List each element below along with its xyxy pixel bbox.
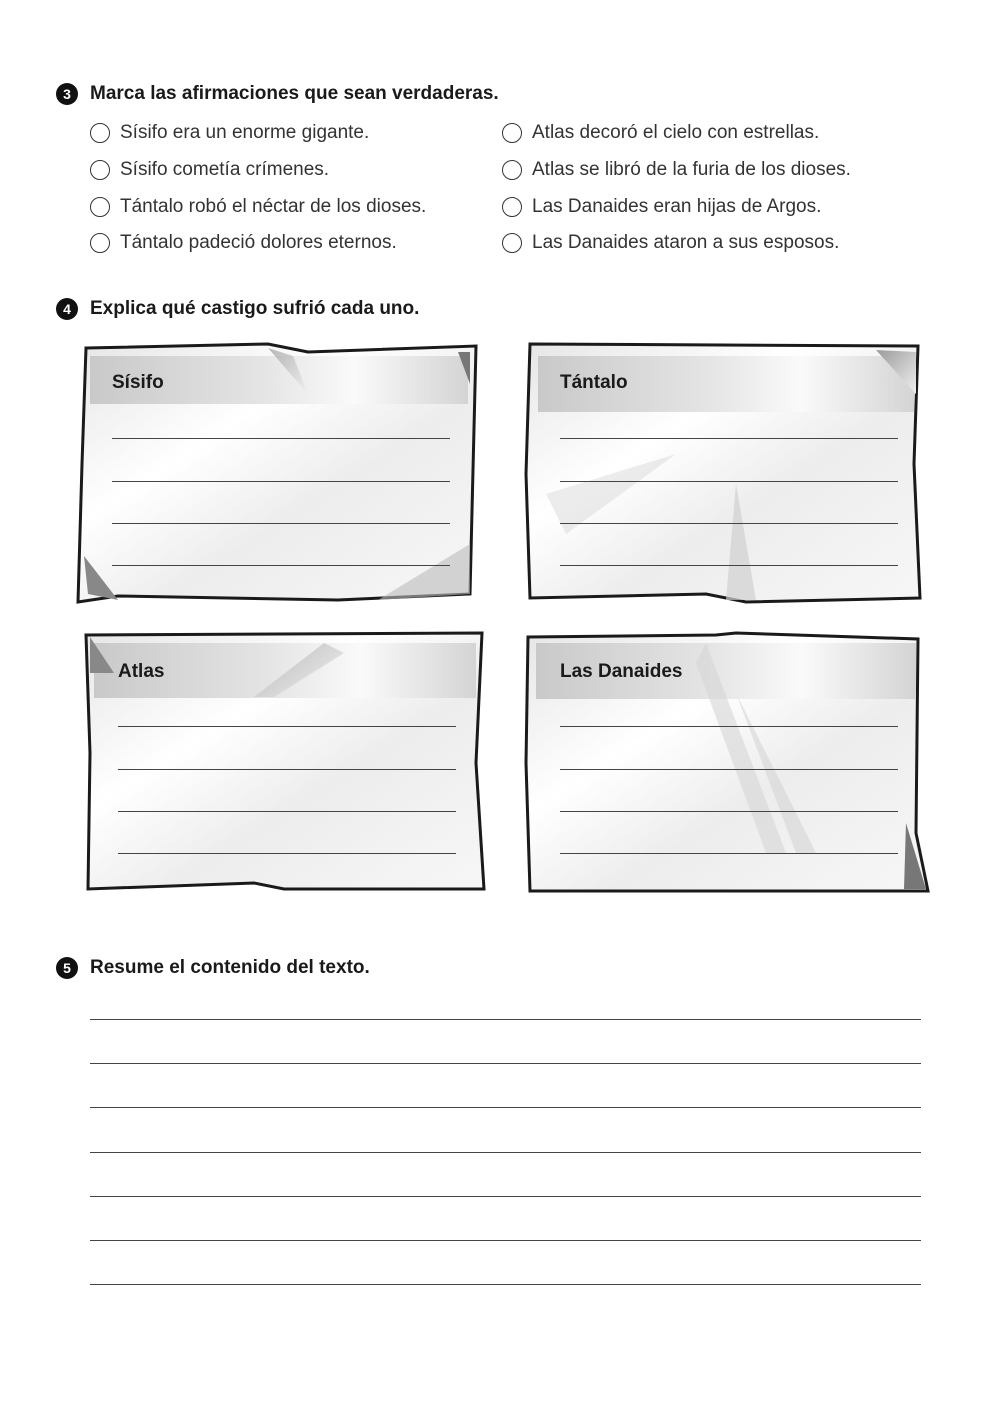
exercise-number-badge: 5	[56, 957, 78, 979]
exercise-5-header	[56, 957, 370, 979]
option-danaides-esposos[interactable]	[502, 232, 839, 254]
option-radio[interactable]	[90, 197, 110, 217]
exercise-title: Explica qué castigo sufrió cada uno.	[90, 298, 420, 319]
option-label: Sísifo cometía crímenes.	[120, 159, 330, 180]
answer-line[interactable]	[118, 769, 456, 770]
option-tantalo-dolores[interactable]	[90, 232, 397, 254]
card-atlas	[84, 633, 482, 889]
option-radio[interactable]	[502, 233, 522, 253]
answer-line[interactable]	[560, 565, 898, 566]
summary-line[interactable]	[90, 1152, 921, 1153]
option-radio[interactable]	[502, 123, 522, 143]
card-title: Atlas	[118, 661, 165, 682]
card-sisifo	[78, 344, 476, 600]
option-radio[interactable]	[90, 123, 110, 143]
option-atlas-furia[interactable]	[502, 159, 851, 181]
card-tantalo	[526, 344, 924, 600]
option-radio[interactable]	[502, 160, 522, 180]
option-label: Atlas se libró de la furia de los dioses.	[532, 159, 851, 180]
card-title: Tántalo	[560, 372, 628, 393]
exercise-title: Resume el contenido del texto.	[90, 957, 370, 978]
summary-line[interactable]	[90, 1063, 921, 1064]
option-radio[interactable]	[90, 160, 110, 180]
answer-line[interactable]	[112, 438, 450, 439]
card-danaides	[526, 633, 924, 889]
answer-line[interactable]	[112, 481, 450, 482]
card-title: Las Danaides	[560, 661, 683, 682]
answer-line[interactable]	[560, 769, 898, 770]
option-radio[interactable]	[90, 233, 110, 253]
summary-line[interactable]	[90, 1019, 921, 1020]
answer-line[interactable]	[118, 853, 456, 854]
exercise-number-badge: 4	[56, 298, 78, 320]
option-atlas-estrellas[interactable]	[502, 122, 819, 144]
answer-line[interactable]	[112, 565, 450, 566]
answer-line[interactable]	[560, 523, 898, 524]
summary-line[interactable]	[90, 1240, 921, 1241]
option-radio[interactable]	[502, 197, 522, 217]
answer-line[interactable]	[118, 726, 456, 727]
answer-line[interactable]	[560, 438, 898, 439]
option-label: Las Danaides eran hijas de Argos.	[532, 196, 822, 217]
answer-line[interactable]	[112, 523, 450, 524]
answer-line[interactable]	[560, 726, 898, 727]
answer-line[interactable]	[118, 811, 456, 812]
answer-line[interactable]	[560, 811, 898, 812]
option-label: Tántalo robó el néctar de los dioses.	[120, 196, 427, 217]
card-title: Sísifo	[112, 372, 164, 393]
option-label: Las Danaides ataron a sus esposos.	[532, 232, 840, 253]
option-sisifo-gigante[interactable]	[90, 122, 369, 144]
option-danaides-argos[interactable]	[502, 196, 821, 218]
summary-line[interactable]	[90, 1196, 921, 1197]
option-label: Atlas decoró el cielo con estrellas.	[532, 122, 820, 143]
exercise-3-header	[56, 83, 499, 105]
summary-line[interactable]	[90, 1107, 921, 1108]
option-tantalo-nectar[interactable]	[90, 196, 426, 218]
exercise-number-badge: 3	[56, 83, 78, 105]
exercise-title: Marca las afirmaciones que sean verdaderas.	[90, 83, 499, 104]
answer-line[interactable]	[560, 853, 898, 854]
answer-line[interactable]	[560, 481, 898, 482]
exercise-4-header	[56, 298, 419, 320]
option-label: Sísifo era un enorme gigante.	[120, 122, 370, 143]
option-sisifo-crimenes[interactable]	[90, 159, 329, 181]
option-label: Tántalo padeció dolores eternos.	[120, 232, 397, 253]
summary-line[interactable]	[90, 1284, 921, 1285]
